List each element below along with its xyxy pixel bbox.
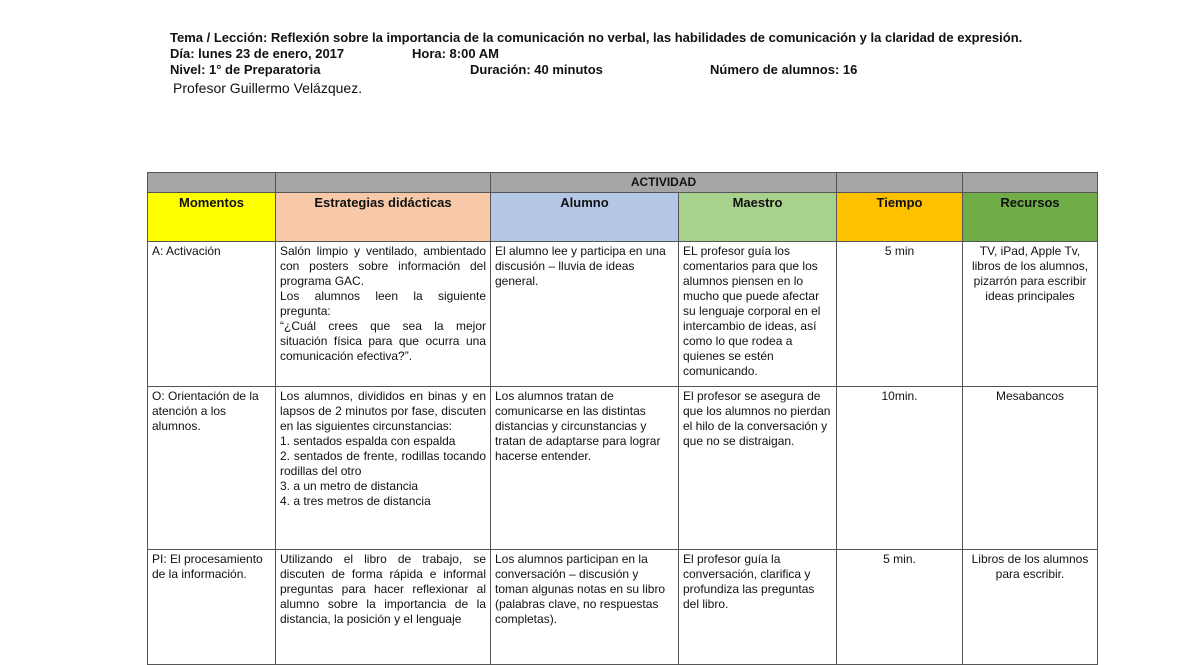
- teacher-name: Profesor Guillermo Velázquez.: [173, 80, 363, 96]
- lesson-time: Hora: 8:00 AM: [412, 46, 499, 61]
- lesson-plan-table: [147, 172, 1098, 665]
- tiempo-cell: 10min.: [837, 387, 963, 550]
- alumno-cell: El alumno lee y participa en una discusión – lluvia de ideas general.: [491, 242, 679, 387]
- alumno-cell: Los alumnos tratan de comunicarse en las distintas distancias y circunstancias y tratan de adaptarse para lograr hacerse entender.: [491, 387, 679, 550]
- estrategias-cell: Utilizando el libro de trabajo, se discuten de forma rápida e informal preguntas para hacer reflexionar al alumno sobre la importancia de la distancia, la posición y el lenguaje: [276, 550, 491, 665]
- table-row: [148, 387, 1098, 550]
- date-time-row: [170, 46, 1022, 62]
- maestro-cell: EL profesor guía los comentarios para que los alumnos piensen en lo mucho que puede afectar su lenguaje corporal en el intercambio de ideas, así como lo que rodea a quienes se estén comunicando.: [679, 242, 837, 387]
- maestro-cell: El profesor se asegura de que los alumnos no pierdan el hilo de la conversación y que no se distraigan.: [679, 387, 837, 550]
- table-band-row: [148, 173, 1098, 193]
- recursos-cell: Mesabancos: [963, 387, 1098, 550]
- estrategias-cell: Salón limpio y ventilado, ambientado con posters sobre información del programa GAC. Los alumnos leen la siguiente pregunta: “¿Cuál crees que sea la mejor situación física para que ocurra una comunicación efectiva?”.: [276, 242, 491, 387]
- lesson-date: Día: lunes 23 de enero, 2017: [170, 46, 345, 61]
- tiempo-cell: 5 min: [837, 242, 963, 387]
- momento-cell: PI: El procesamiento de la información.: [148, 550, 276, 665]
- table-row: [148, 242, 1098, 387]
- estrategias-cell: Los alumnos, divididos en binas y en lapsos de 2 minutos por fase, discuten en las siguientes circunstancias: 1. sentados espalda con espalda 2. sentados de frente, rodillas tocando rodillas del otro 3. a un metro de distancia 4. a tres metros de distancia: [276, 387, 491, 550]
- col-momentos: Momentos: [148, 193, 276, 242]
- maestro-cell: El profesor guía la conversación, clarifica y profundiza las preguntas del libro.: [679, 550, 837, 665]
- level-row: [170, 62, 1022, 78]
- col-recursos: Recursos: [963, 193, 1098, 242]
- col-alumno: Alumno: [491, 193, 679, 242]
- alumno-cell: Los alumnos participan en la conversación – discusión y toman algunas notas en su libro (palabras clave, no respuestas completas).: [491, 550, 679, 665]
- lesson-level: Nivel: 1° de Preparatoria: [170, 62, 321, 77]
- col-tiempo: Tiempo: [837, 193, 963, 242]
- recursos-cell: Libros de los alumnos para escribir.: [963, 550, 1098, 665]
- table-header-row: [148, 193, 1098, 242]
- recursos-cell: TV, iPad, Apple Tv, libros de los alumnos, pizarrón para escribir ideas principales: [963, 242, 1098, 387]
- tiempo-cell: 5 min.: [837, 550, 963, 665]
- student-count: Número de alumnos: 16: [710, 62, 858, 77]
- momento-cell: A: Activación: [148, 242, 276, 387]
- col-estrategias: Estrategias didácticas: [276, 193, 491, 242]
- lesson-duration: Duración: 40 minutos: [470, 62, 603, 77]
- lesson-header: [170, 30, 1022, 96]
- activity-band: ACTIVIDAD: [491, 173, 837, 193]
- col-maestro: Maestro: [679, 193, 837, 242]
- table-row: [148, 550, 1098, 665]
- lesson-topic: Tema / Lección: Reflexión sobre la importancia de la comunicación no verbal, las habilidades de comunicación y la claridad de expresión.: [170, 30, 1023, 45]
- momento-cell: O: Orientación de la atención a los alumnos.: [148, 387, 276, 550]
